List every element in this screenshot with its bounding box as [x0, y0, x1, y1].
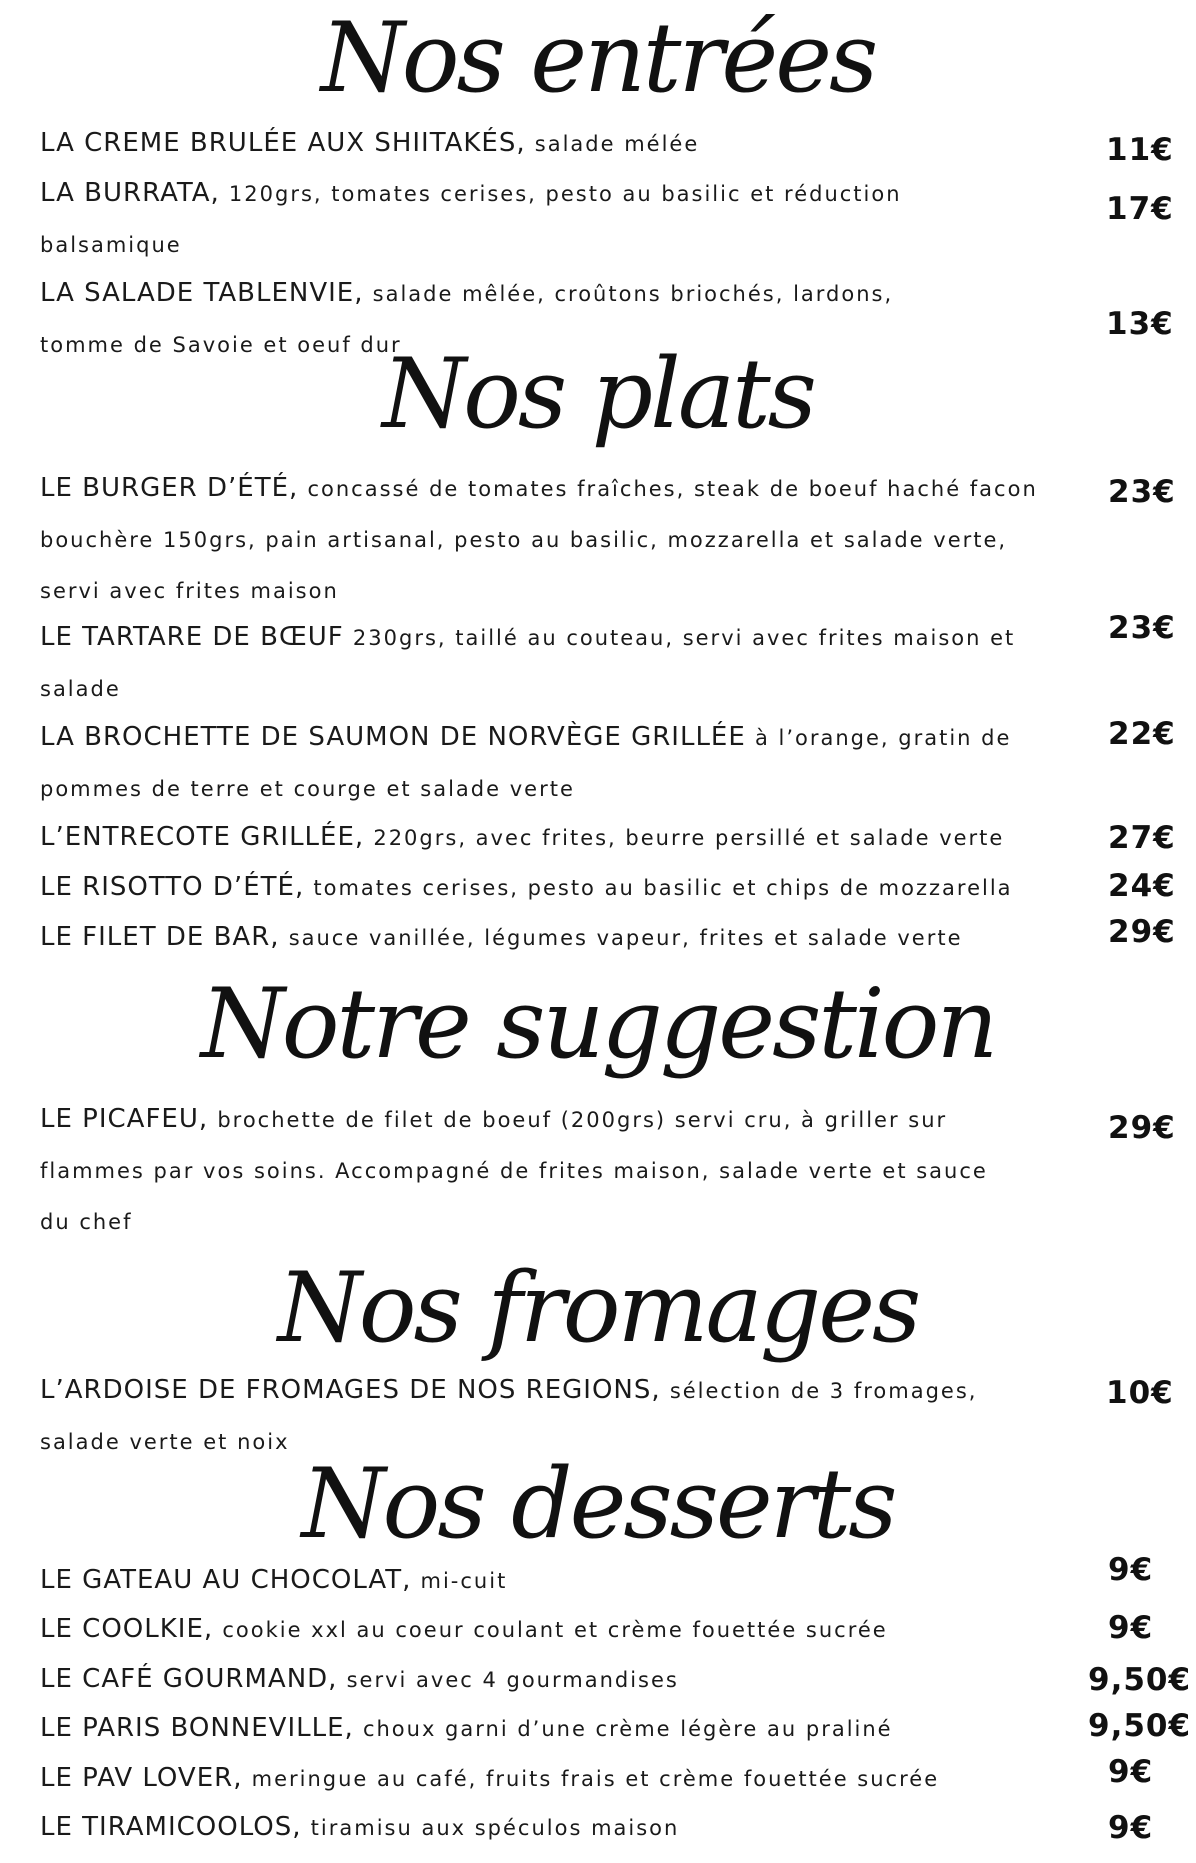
item-name: L’ENTRECOTE GRILLÉE,: [40, 822, 365, 852]
item-description-cont: flammes par vos soins. Accompagné de frites maison, salade verte et sauce: [40, 1159, 988, 1183]
section-title-desserts: Nos desserts: [301, 1448, 895, 1560]
menu-item: [40, 1604, 1030, 1655]
menu-item: [40, 612, 1030, 714]
item-price: 29€: [1108, 914, 1176, 950]
menu-item: [40, 168, 1030, 270]
item-price: 9€: [1108, 1754, 1154, 1790]
menu-item: [40, 1802, 1030, 1853]
item-name: LE GATEAU AU CHOCOLAT,: [40, 1565, 412, 1595]
item-price: 29€: [1108, 1110, 1176, 1146]
item-description-cont: servi avec frites maison: [40, 579, 339, 603]
item-description-cont: pommes de terre et courge et salade verte: [40, 777, 575, 801]
item-description: tomates cerises, pesto au basilic et chips de mozzarella: [313, 876, 1013, 900]
item-name: LE PARIS BONNEVILLE,: [40, 1713, 354, 1743]
item-description: salade mêlée, croûtons briochés, lardons,: [372, 282, 894, 306]
item-name: LE TIRAMICOOLOS,: [40, 1812, 302, 1842]
item-name: LE PICAFEU,: [40, 1104, 209, 1134]
item-name: LE RISOTTO D’ÉTÉ,: [40, 872, 305, 902]
item-name: LE COOLKIE,: [40, 1614, 214, 1644]
item-name: LA BURRATA,: [40, 178, 220, 208]
item-description: 220grs, avec frites, beurre persillé et salade verte: [373, 826, 1005, 850]
item-name: LE PAV LOVER,: [40, 1763, 243, 1793]
item-description: à l’orange, gratin de: [754, 726, 1012, 750]
item-description: cookie xxl au coeur coulant et crème fouettée sucrée: [222, 1618, 888, 1642]
menu-item: [40, 862, 1030, 913]
item-name: LE FILET DE BAR,: [40, 922, 280, 952]
menu-item: [40, 712, 1030, 814]
item-description: concassé de tomates fraîches, steak de boeuf haché facon: [307, 477, 1038, 501]
menu-item: [40, 1555, 1030, 1606]
item-description: salade mélée: [534, 132, 700, 156]
section-title-suggestion: Notre suggestion: [200, 968, 996, 1080]
item-name: LE BURGER D’ÉTÉ,: [40, 473, 299, 503]
menu-item: [40, 1753, 1030, 1804]
item-price: 24€: [1108, 868, 1176, 904]
item-description-cont: bouchère 150grs, pain artisanal, pesto au basilic, mozzarella et salade verte,: [40, 528, 1008, 552]
item-description: tiramisu aux spéculos maison: [310, 1816, 680, 1840]
item-description: sélection de 3 fromages,: [669, 1379, 978, 1403]
item-name: L’ARDOISE DE FROMAGES DE NOS REGIONS,: [40, 1375, 661, 1405]
item-price: 9,50€: [1088, 1662, 1192, 1698]
item-description: sauce vanillée, légumes vapeur, frites et salade verte: [288, 926, 963, 950]
item-price: 9€: [1108, 1810, 1154, 1846]
item-description-cont: du chef: [40, 1210, 133, 1234]
menu-item: [40, 1094, 1030, 1247]
item-description: choux garni d’une crème légère au praliné: [362, 1717, 893, 1741]
item-description-cont: tomme de Savoie et oeuf dur: [40, 333, 402, 357]
item-description: brochette de filet de boeuf (200grs) servi cru, à griller sur: [217, 1108, 948, 1132]
item-description-cont: salade verte et noix: [40, 1430, 290, 1454]
item-description: meringue au café, fruits frais et crème fouettée sucrée: [251, 1767, 940, 1791]
item-price: 11€: [1106, 132, 1174, 168]
menu-item: [40, 1654, 1030, 1705]
item-name: LE CAFÉ GOURMAND,: [40, 1664, 338, 1694]
item-description-cont: balsamique: [40, 233, 182, 257]
item-price: 22€: [1108, 716, 1176, 752]
item-price: 13€: [1106, 306, 1174, 342]
section-title-plats: Nos plats: [382, 338, 814, 450]
item-name: LA CREME BRULÉE AUX SHIITAKÉS,: [40, 128, 526, 158]
item-name: LE TARTARE DE BŒUF: [40, 622, 344, 652]
item-price: 17€: [1106, 191, 1174, 227]
item-name: LA SALADE TABLENVIE,: [40, 278, 364, 308]
section-title-entrees: Nos entrées: [320, 2, 876, 114]
item-price: 10€: [1106, 1375, 1174, 1411]
item-description: mi-cuit: [420, 1569, 508, 1593]
item-description: 230grs, taillé au couteau, servi avec frites maison et: [352, 626, 1016, 650]
menu-item: [40, 912, 1030, 963]
item-price: 9,50€: [1088, 1708, 1192, 1744]
item-price: 23€: [1108, 610, 1176, 646]
menu-item: [40, 118, 1030, 169]
section-title-fromages: Nos fromages: [277, 1252, 919, 1364]
menu-item: [40, 463, 1038, 616]
item-price: 9€: [1108, 1552, 1154, 1588]
item-name: LA BROCHETTE DE SAUMON DE NORVÈGE GRILLÉE: [40, 722, 746, 752]
menu-item: [40, 1703, 1030, 1754]
item-price: 27€: [1108, 820, 1176, 856]
menu-item: [40, 812, 1030, 863]
item-description: 120grs, tomates cerises, pesto au basilic et réduction: [228, 182, 902, 206]
item-description: servi avec 4 gourmandises: [346, 1668, 679, 1692]
item-price: 9€: [1108, 1610, 1154, 1646]
item-description-cont: salade: [40, 677, 121, 701]
item-price: 23€: [1108, 474, 1176, 510]
